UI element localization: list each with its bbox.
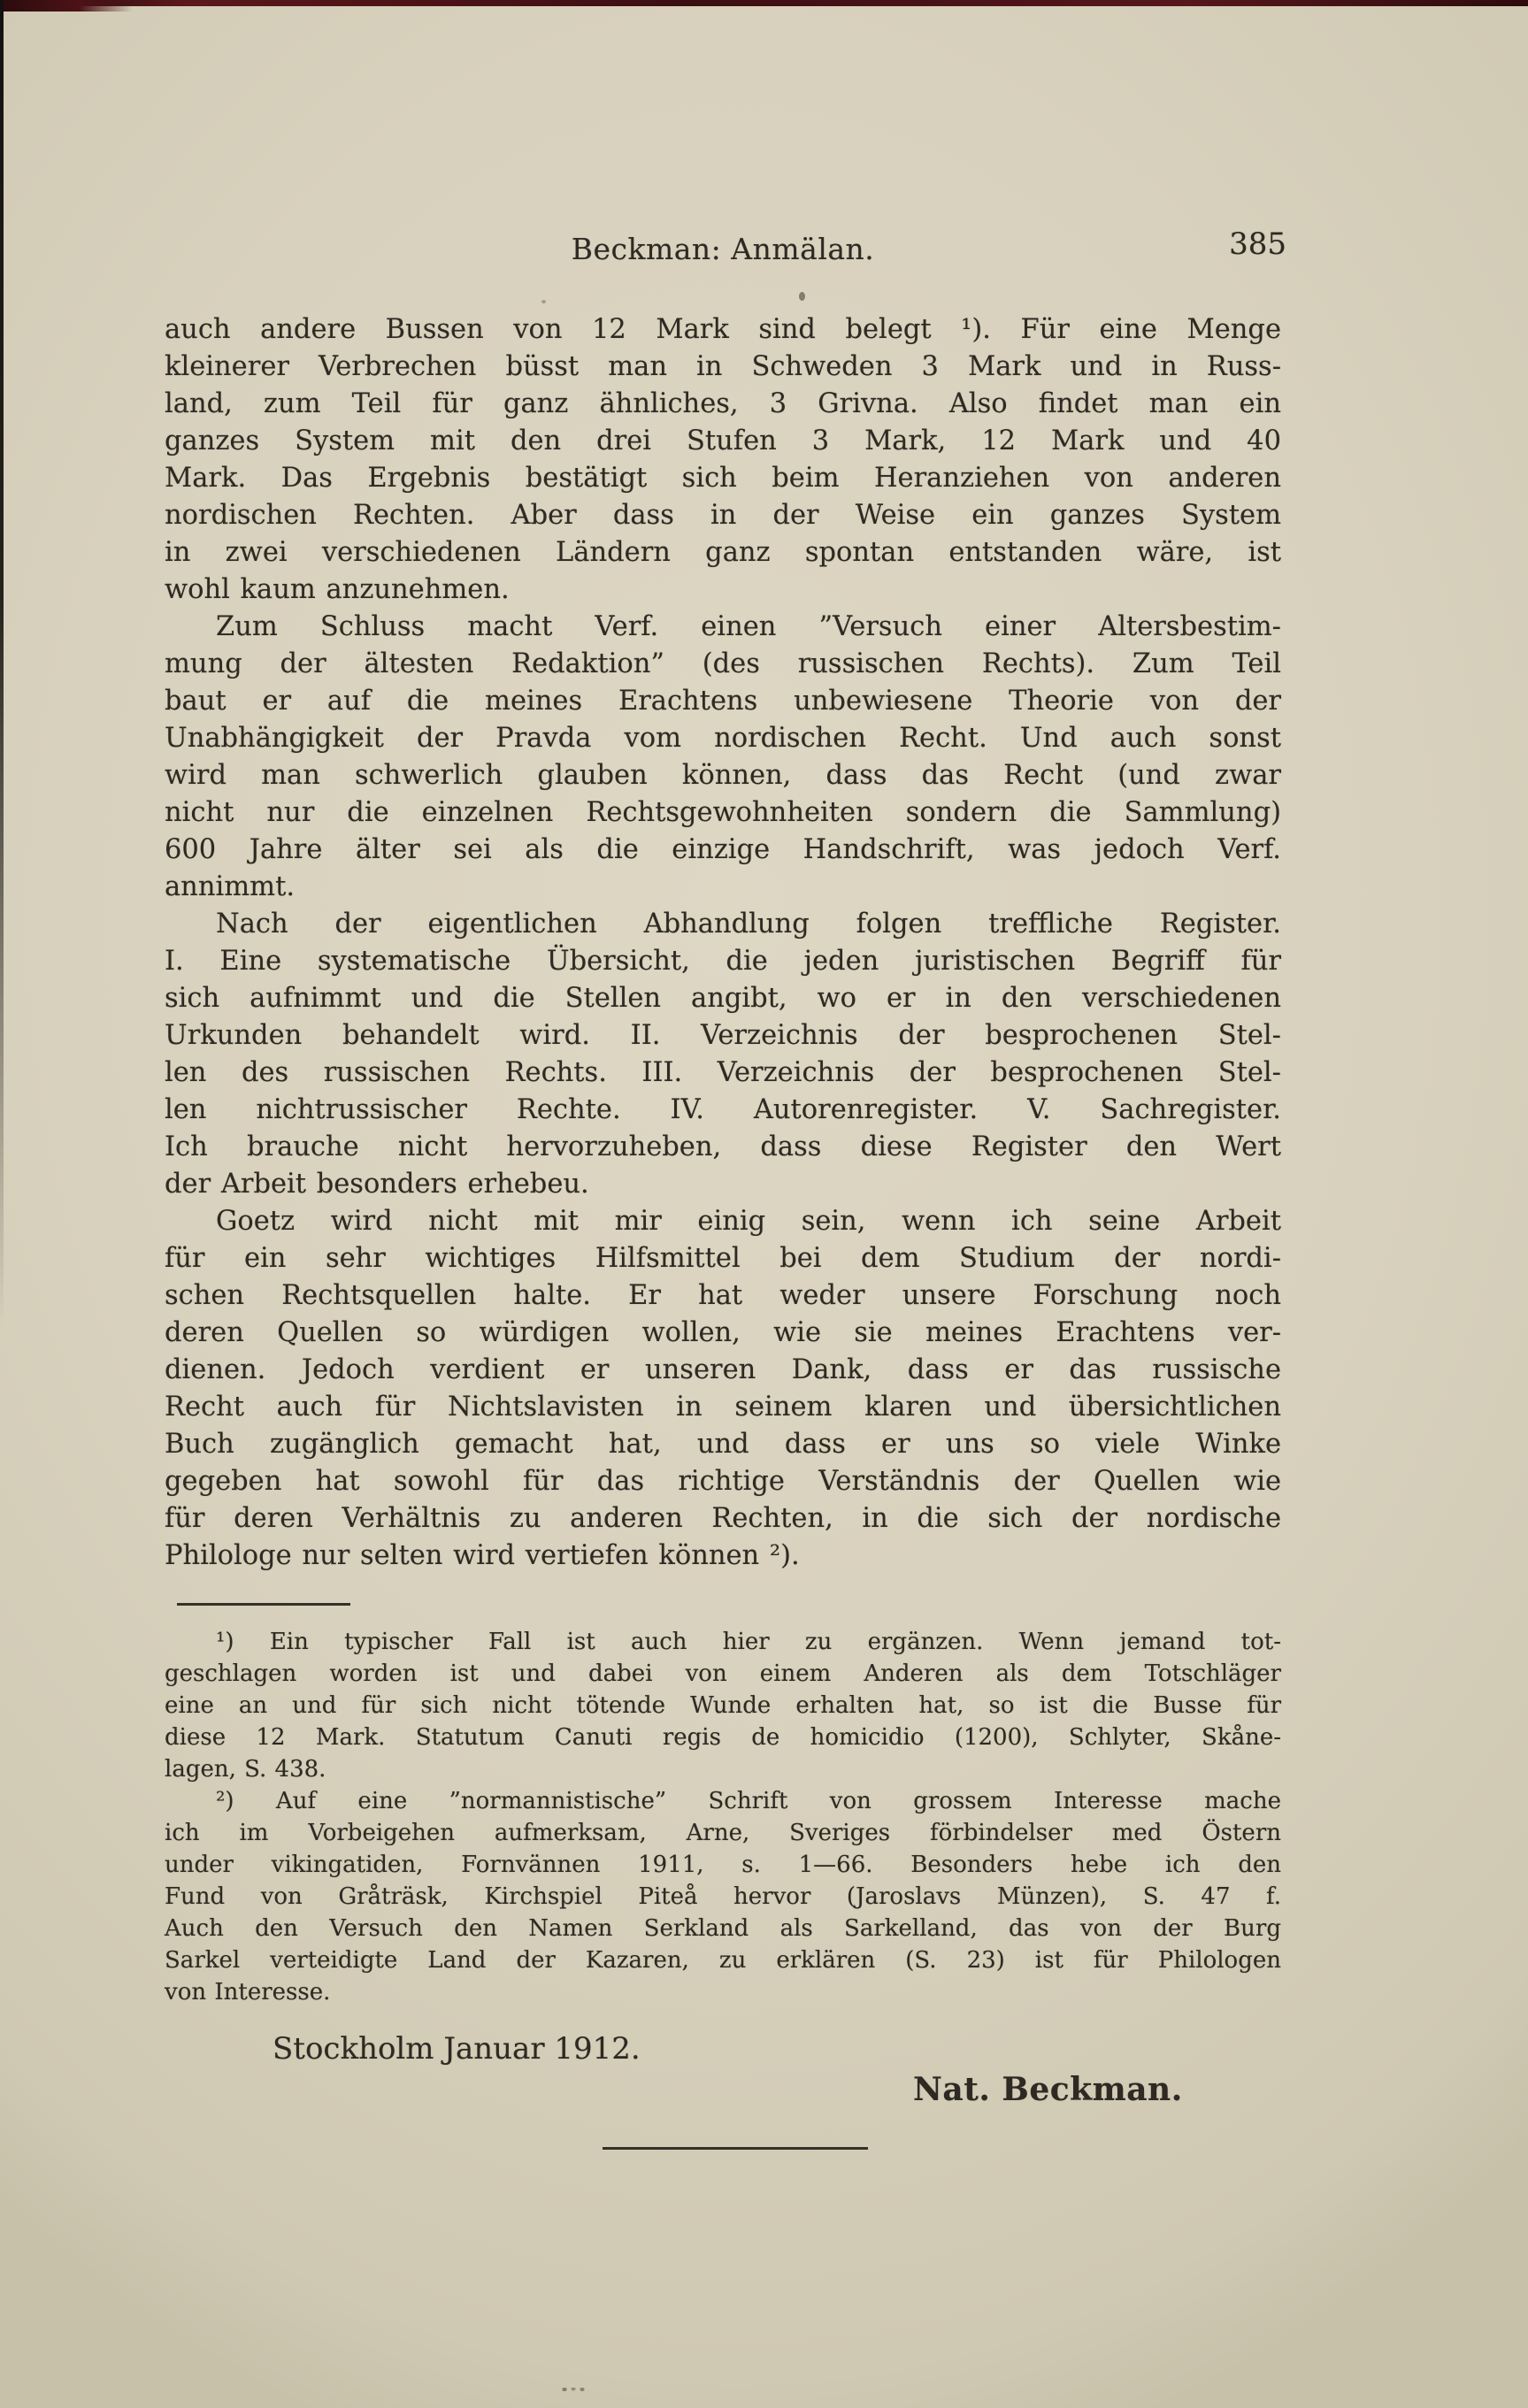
body-paragraphs: [165, 311, 1281, 1575]
text-line: ganzes System mit den drei Stufen 3 Mark, 12 Mark und 40: [165, 426, 1281, 456]
book-binding-top-edge: [0, 0, 1528, 6]
text-line: Buch zugänglich gemacht hat, und dass er uns so viele Winke: [165, 1429, 1281, 1460]
dateline: Stockholm Januar 1912.: [273, 2031, 641, 2067]
text-line: Goetz wird nicht mit mir einig sein, wenn ich seine Arbeit: [216, 1206, 1281, 1237]
text-line: kleinerer Verbrechen büsst man in Schweden 3 Mark und in Russ-: [165, 351, 1281, 382]
text-line: schen Rechtsquellen halte. Er hat weder unsere Forschung noch: [165, 1280, 1281, 1311]
text-line: lagen, S. 438.: [165, 1756, 326, 1783]
text-line: in zwei verschiedenen Ländern ganz spontan entstanden wäre, ist: [165, 537, 1281, 568]
text-line: mung der ältesten Redaktion” (des russischen Rechts). Zum Teil: [165, 648, 1281, 679]
text-line: Philologe nur selten wird vertiefen können ²).: [165, 1540, 800, 1571]
text-line: Zum Schluss macht Verf. einen ”Versuch einer Altersbestim-: [216, 611, 1281, 642]
text-line: gegeben hat sowohl für das richtige Verständnis der Quellen wie: [165, 1466, 1281, 1497]
text-line: Fund von Gråträsk, Kirchspiel Piteå hervor (Jaroslavs Münzen), S. 47 f.: [165, 1883, 1281, 1910]
text-line: von Interesse.: [165, 1979, 331, 2005]
text-line: Urkunden behandelt wird. II. Verzeichnis der besprochenen Stel-: [165, 1020, 1281, 1051]
text-line: under vikingatiden, Fornvännen 1911, s. 1—66. Besonders hebe ich den: [165, 1852, 1281, 1878]
page-number: 385: [1229, 226, 1286, 262]
text-line: Auch den Versuch den Namen Serkland als Sarkelland, das von der Burg: [165, 1915, 1281, 1942]
text-line: für deren Verhältnis zu anderen Rechten, in die sich der nordische: [165, 1503, 1281, 1534]
ink-speck: [562, 2388, 585, 2391]
text-line: baut er auf die meines Erachtens unbewiesene Theorie von der: [165, 686, 1281, 717]
text-line: land, zum Teil für ganz ähnliches, 3 Grivna. Also findet man ein: [165, 388, 1281, 419]
text-line: deren Quellen so würdigen wollen, wie sie meines Erachtens ver-: [165, 1317, 1281, 1348]
text-line: nordischen Rechten. Aber dass in der Weise ein ganzes System: [165, 500, 1281, 531]
text-line: I. Eine systematische Übersicht, die jeden juristischen Begriff für: [165, 946, 1281, 977]
text-line: len nichtrussischer Rechte. IV. Autorenregister. V. Sachregister.: [165, 1094, 1281, 1125]
footnotes: [165, 1626, 1281, 2008]
text-line: auch andere Bussen von 12 Mark sind belegt ¹). Für eine Menge: [165, 314, 1281, 345]
text-line: eine an und für sich nicht tötende Wunde erhalten hat, so ist die Busse für: [165, 1692, 1281, 1719]
closing-rule: [603, 2147, 868, 2150]
text-line: geschlagen worden ist und dabei von einem Anderen als dem Totschläger: [165, 1660, 1281, 1687]
text-line: annimmt.: [165, 871, 296, 902]
running-header: Beckman: Anmälan.: [571, 232, 875, 266]
text-line: dienen. Jedoch verdient er unseren Dank, dass er das russische: [165, 1354, 1281, 1385]
text-line: ¹) Ein typischer Fall ist auch hier zu ergänzen. Wenn jemand tot-: [216, 1629, 1281, 1655]
page-left-edge-shadow: [0, 0, 4, 1327]
text-line: der Arbeit besonders erhebeu.: [165, 1169, 589, 1200]
footnote-separator-rule: [177, 1603, 350, 1606]
text-line: für ein sehr wichtiges Hilfsmittel bei dem Studium der nordi-: [165, 1243, 1281, 1274]
text-line: 600 Jahre älter sei als die einzige Handschrift, was jedoch Verf.: [165, 834, 1281, 865]
text-line: ich im Vorbeigehen aufmerksam, Arne, Sveriges förbindelser med Östern: [165, 1820, 1281, 1846]
text-line: len des russischen Rechts. III. Verzeichnis der besprochenen Stel-: [165, 1057, 1281, 1088]
text-line: diese 12 Mark. Statutum Canuti regis de homicidio (1200), Schlyter, Skåne-: [165, 1724, 1281, 1751]
text-line: Ich brauche nicht hervorzuheben, dass diese Register den Wert: [165, 1131, 1281, 1162]
ink-speck: [541, 300, 546, 303]
text-line: Mark. Das Ergebnis bestätigt sich beim Heranziehen von anderen: [165, 463, 1281, 494]
author-signature: Nat. Beckman.: [913, 2071, 1183, 2108]
text-line: Recht auch für Nichtslavisten in seinem klaren und übersichtlichen: [165, 1392, 1281, 1423]
text-line: nicht nur die einzelnen Rechtsgewohnheiten sondern die Sammlung): [165, 797, 1281, 828]
book-binding-corner: [0, 0, 133, 12]
text-line: ²) Auf eine ”normannistische” Schrift von grossem Interesse mache: [216, 1788, 1281, 1814]
text-line: Nach der eigentlichen Abhandlung folgen treffliche Register.: [216, 909, 1281, 939]
ink-speck: [799, 292, 805, 301]
text-line: sich aufnimmt und die Stellen angibt, wo er in den verschiedenen: [165, 983, 1281, 1014]
text-line: Sarkel verteidigte Land der Kazaren, zu erklären (S. 23) ist für Philologen: [165, 1947, 1281, 1974]
text-line: Unabhängigkeit der Pravda vom nordischen Recht. Und auch sonst: [165, 723, 1281, 754]
text-line: wohl kaum anzunehmen.: [165, 574, 510, 605]
text-line: wird man schwerlich glauben können, dass das Recht (und zwar: [165, 760, 1281, 791]
